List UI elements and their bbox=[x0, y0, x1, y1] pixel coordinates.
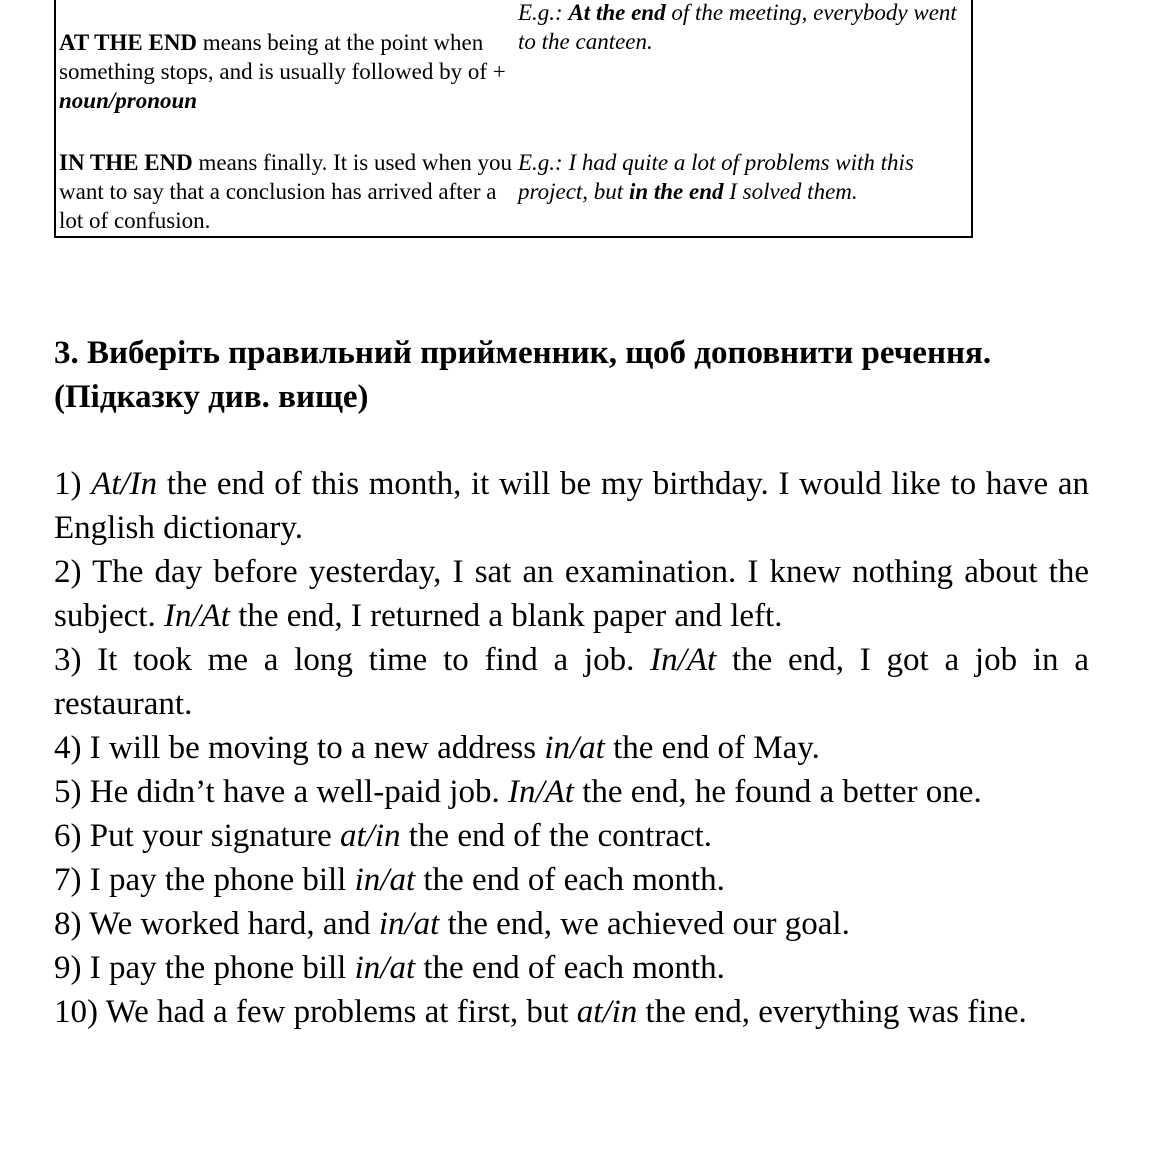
exercise-text-after: the end, everything was fine. bbox=[637, 994, 1027, 1030]
at-the-end-example bbox=[518, 0, 968, 56]
exercise-number: 1) bbox=[54, 466, 92, 502]
exercise-text-after: the end, he found a better one. bbox=[573, 774, 982, 810]
exercise-item bbox=[54, 770, 1089, 814]
in-the-end-rule bbox=[59, 148, 514, 235]
exercise-text-after: the end, I returned a blank paper and left. bbox=[229, 598, 783, 634]
exercise-text-before: I will be moving to a new address bbox=[89, 730, 545, 766]
exercise-item bbox=[54, 814, 1089, 858]
exercise-text-before: We worked hard, and bbox=[89, 906, 379, 942]
example-keyword: At the end bbox=[568, 0, 666, 25]
exercise-text-after: the end of this month, it will be my birthday. I would like to have an English dictionary. bbox=[54, 466, 1089, 546]
exercise-number: 2) bbox=[54, 554, 93, 590]
at-the-end-term: AT THE END bbox=[59, 30, 198, 55]
at-the-end-rule bbox=[59, 28, 514, 115]
preposition-choice: in/at bbox=[378, 906, 440, 942]
exercise-item bbox=[54, 990, 1089, 1034]
exercise-text-after: the end of each month. bbox=[415, 862, 725, 898]
example-rest: I solved them. bbox=[723, 179, 858, 204]
exercise-text-before: We had a few problems at first, but bbox=[105, 994, 577, 1030]
exercise-item bbox=[54, 726, 1089, 770]
exercise-text-before: It took me a long time to find a job. bbox=[97, 642, 651, 678]
in-the-end-definition: means finally. It is used when you want to say that a conclusion has arrived after a lot of confusion. bbox=[59, 150, 512, 233]
exercise-item bbox=[54, 462, 1089, 550]
exercise-number: 8) bbox=[54, 906, 90, 942]
exercise-list bbox=[54, 462, 1089, 1034]
exercise-text-after: the end of each month. bbox=[415, 950, 725, 986]
example-rest: of the meeting, everybody went to the canteen. bbox=[518, 0, 957, 54]
exercise-item bbox=[54, 946, 1089, 990]
preposition-choice: In/At bbox=[507, 774, 574, 810]
exercise-number: 9) bbox=[54, 950, 90, 986]
exercise-number: 10) bbox=[54, 994, 106, 1030]
preposition-choice: In/At bbox=[650, 642, 717, 678]
exercise-text-after: the end, I got a job in a restaurant. bbox=[54, 642, 1089, 722]
exercise-number: 6) bbox=[54, 818, 90, 854]
preposition-choice: at/in bbox=[576, 994, 638, 1030]
exercise-text-before: I pay the phone bill bbox=[89, 950, 355, 986]
exercise-text-after: the end of May. bbox=[604, 730, 820, 766]
preposition-choice: In/At bbox=[163, 598, 230, 634]
exercise-text-before: I pay the phone bill bbox=[89, 862, 355, 898]
preposition-choice: in/at bbox=[544, 730, 605, 766]
preposition-choice: at/in bbox=[339, 818, 401, 854]
exercise-text-after: the end, we achieved our goal. bbox=[439, 906, 850, 942]
preposition-choice: in/at bbox=[354, 862, 416, 898]
exercise-text-before: Put your signature bbox=[89, 818, 340, 854]
example-prefix: E.g.: bbox=[518, 0, 569, 25]
task-heading: 3. Виберіть правильний прийменник, щоб доповнити речення. (Підказку див. вище) bbox=[54, 335, 992, 415]
exercise-item bbox=[54, 550, 1089, 638]
at-the-end-pattern: noun/pronoun bbox=[59, 88, 198, 113]
exercise-item bbox=[54, 902, 1089, 946]
in-the-end-example bbox=[518, 148, 968, 206]
exercise-number: 4) bbox=[54, 730, 90, 766]
exercise-item bbox=[54, 858, 1089, 902]
exercise-number: 3) bbox=[54, 642, 98, 678]
example-prefix: E.g.: I had quite a lot of problems with this project, but bbox=[518, 150, 914, 204]
exercise-text-after: the end of the contract. bbox=[400, 818, 713, 854]
at-the-end-definition: means being at the point when something stops, and is usually followed by of + bbox=[59, 30, 506, 84]
exercise-number: 7) bbox=[54, 862, 90, 898]
exercise-text-before: The day before yesterday, I sat an examination. I knew nothing about the subject. bbox=[54, 554, 1089, 634]
preposition-choice: At/In bbox=[91, 466, 158, 502]
grammar-rule-table bbox=[54, 0, 973, 238]
exercise-text-before: He didn’t have a well-paid job. bbox=[89, 774, 508, 810]
in-the-end-term: IN THE END bbox=[59, 150, 193, 175]
example-keyword: in the end bbox=[628, 179, 724, 204]
exercise-item bbox=[54, 638, 1089, 726]
preposition-choice: in/at bbox=[354, 950, 416, 986]
exercise-number: 5) bbox=[54, 774, 90, 810]
